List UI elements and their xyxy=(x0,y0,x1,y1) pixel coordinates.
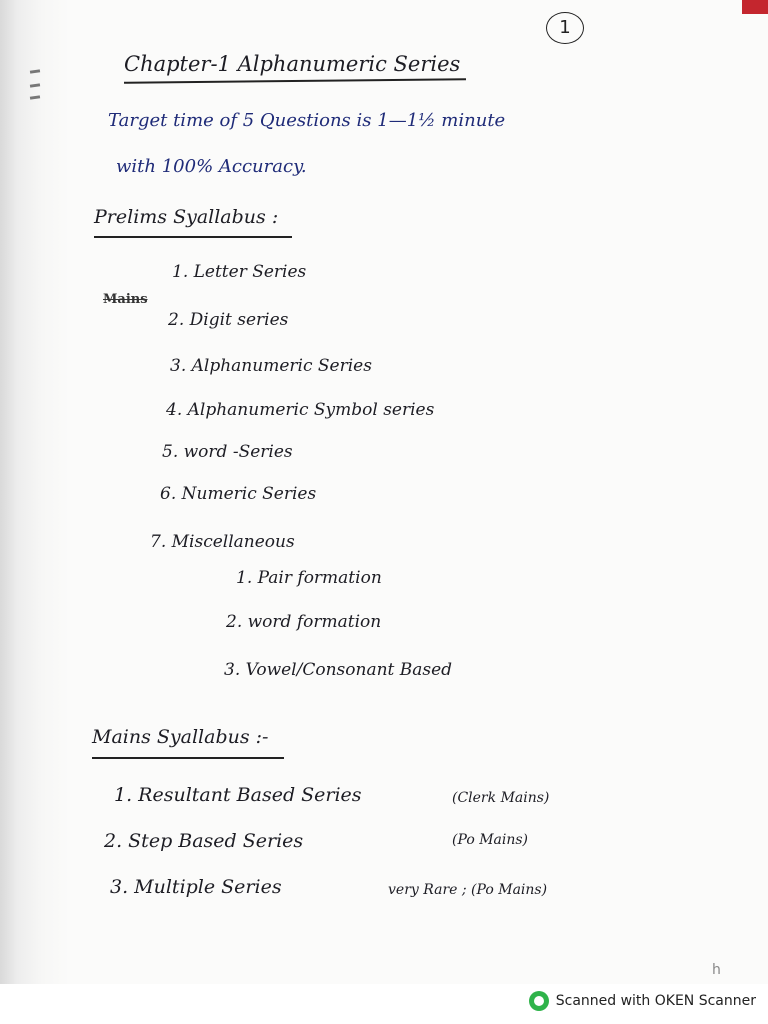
corner-mark: h xyxy=(712,962,721,978)
prelims-item: 1. Letter Series xyxy=(172,262,307,282)
mains-underline xyxy=(92,757,284,759)
mains-item-note: very Rare ; (Po Mains) xyxy=(388,882,548,898)
red-edge xyxy=(742,0,768,14)
misc-item: 2. word formation xyxy=(226,612,382,632)
mains-item-note: (Clerk Mains) xyxy=(452,790,550,806)
chapter-title: Chapter-1 Alphanumeric Series xyxy=(124,52,461,76)
mains-item: 1. Resultant Based Series xyxy=(114,784,362,806)
scanner-watermark-text: Scanned with OKEN Scanner xyxy=(555,993,756,1009)
prelims-underline xyxy=(94,236,292,238)
title-underline xyxy=(124,78,466,83)
misc-item: 1. Pair formation xyxy=(236,568,382,588)
mains-item: 3. Multiple Series xyxy=(110,876,282,898)
prelims-heading: Prelims Syallabus : xyxy=(94,206,279,228)
prelims-item: 5. word -Series xyxy=(162,442,293,462)
scanner-logo-icon xyxy=(529,991,549,1011)
prelims-item: 3. Alphanumeric Series xyxy=(170,356,372,376)
prelims-item: 2. Digit series xyxy=(168,310,289,330)
mains-item-note: (Po Mains) xyxy=(452,832,529,848)
accuracy-line: with 100% Accuracy. xyxy=(116,156,307,177)
page-binding xyxy=(0,0,70,984)
target-time-line: Target time of 5 Questions is 1—1½ minute xyxy=(108,110,506,131)
prelims-item: 6. Numeric Series xyxy=(160,484,317,504)
mains-heading: Mains Syallabus :- xyxy=(92,726,269,748)
prelims-item: 4. Alphanumeric Symbol series xyxy=(166,400,435,420)
page-number: 1 xyxy=(546,12,584,44)
misc-item: 3. Vowel/Consonant Based xyxy=(224,660,453,680)
scribbled-word: Mains xyxy=(103,292,148,307)
scanner-watermark xyxy=(529,990,756,1012)
prelims-item: 7. Miscellaneous xyxy=(150,532,295,552)
mains-item: 2. Step Based Series xyxy=(104,830,304,852)
